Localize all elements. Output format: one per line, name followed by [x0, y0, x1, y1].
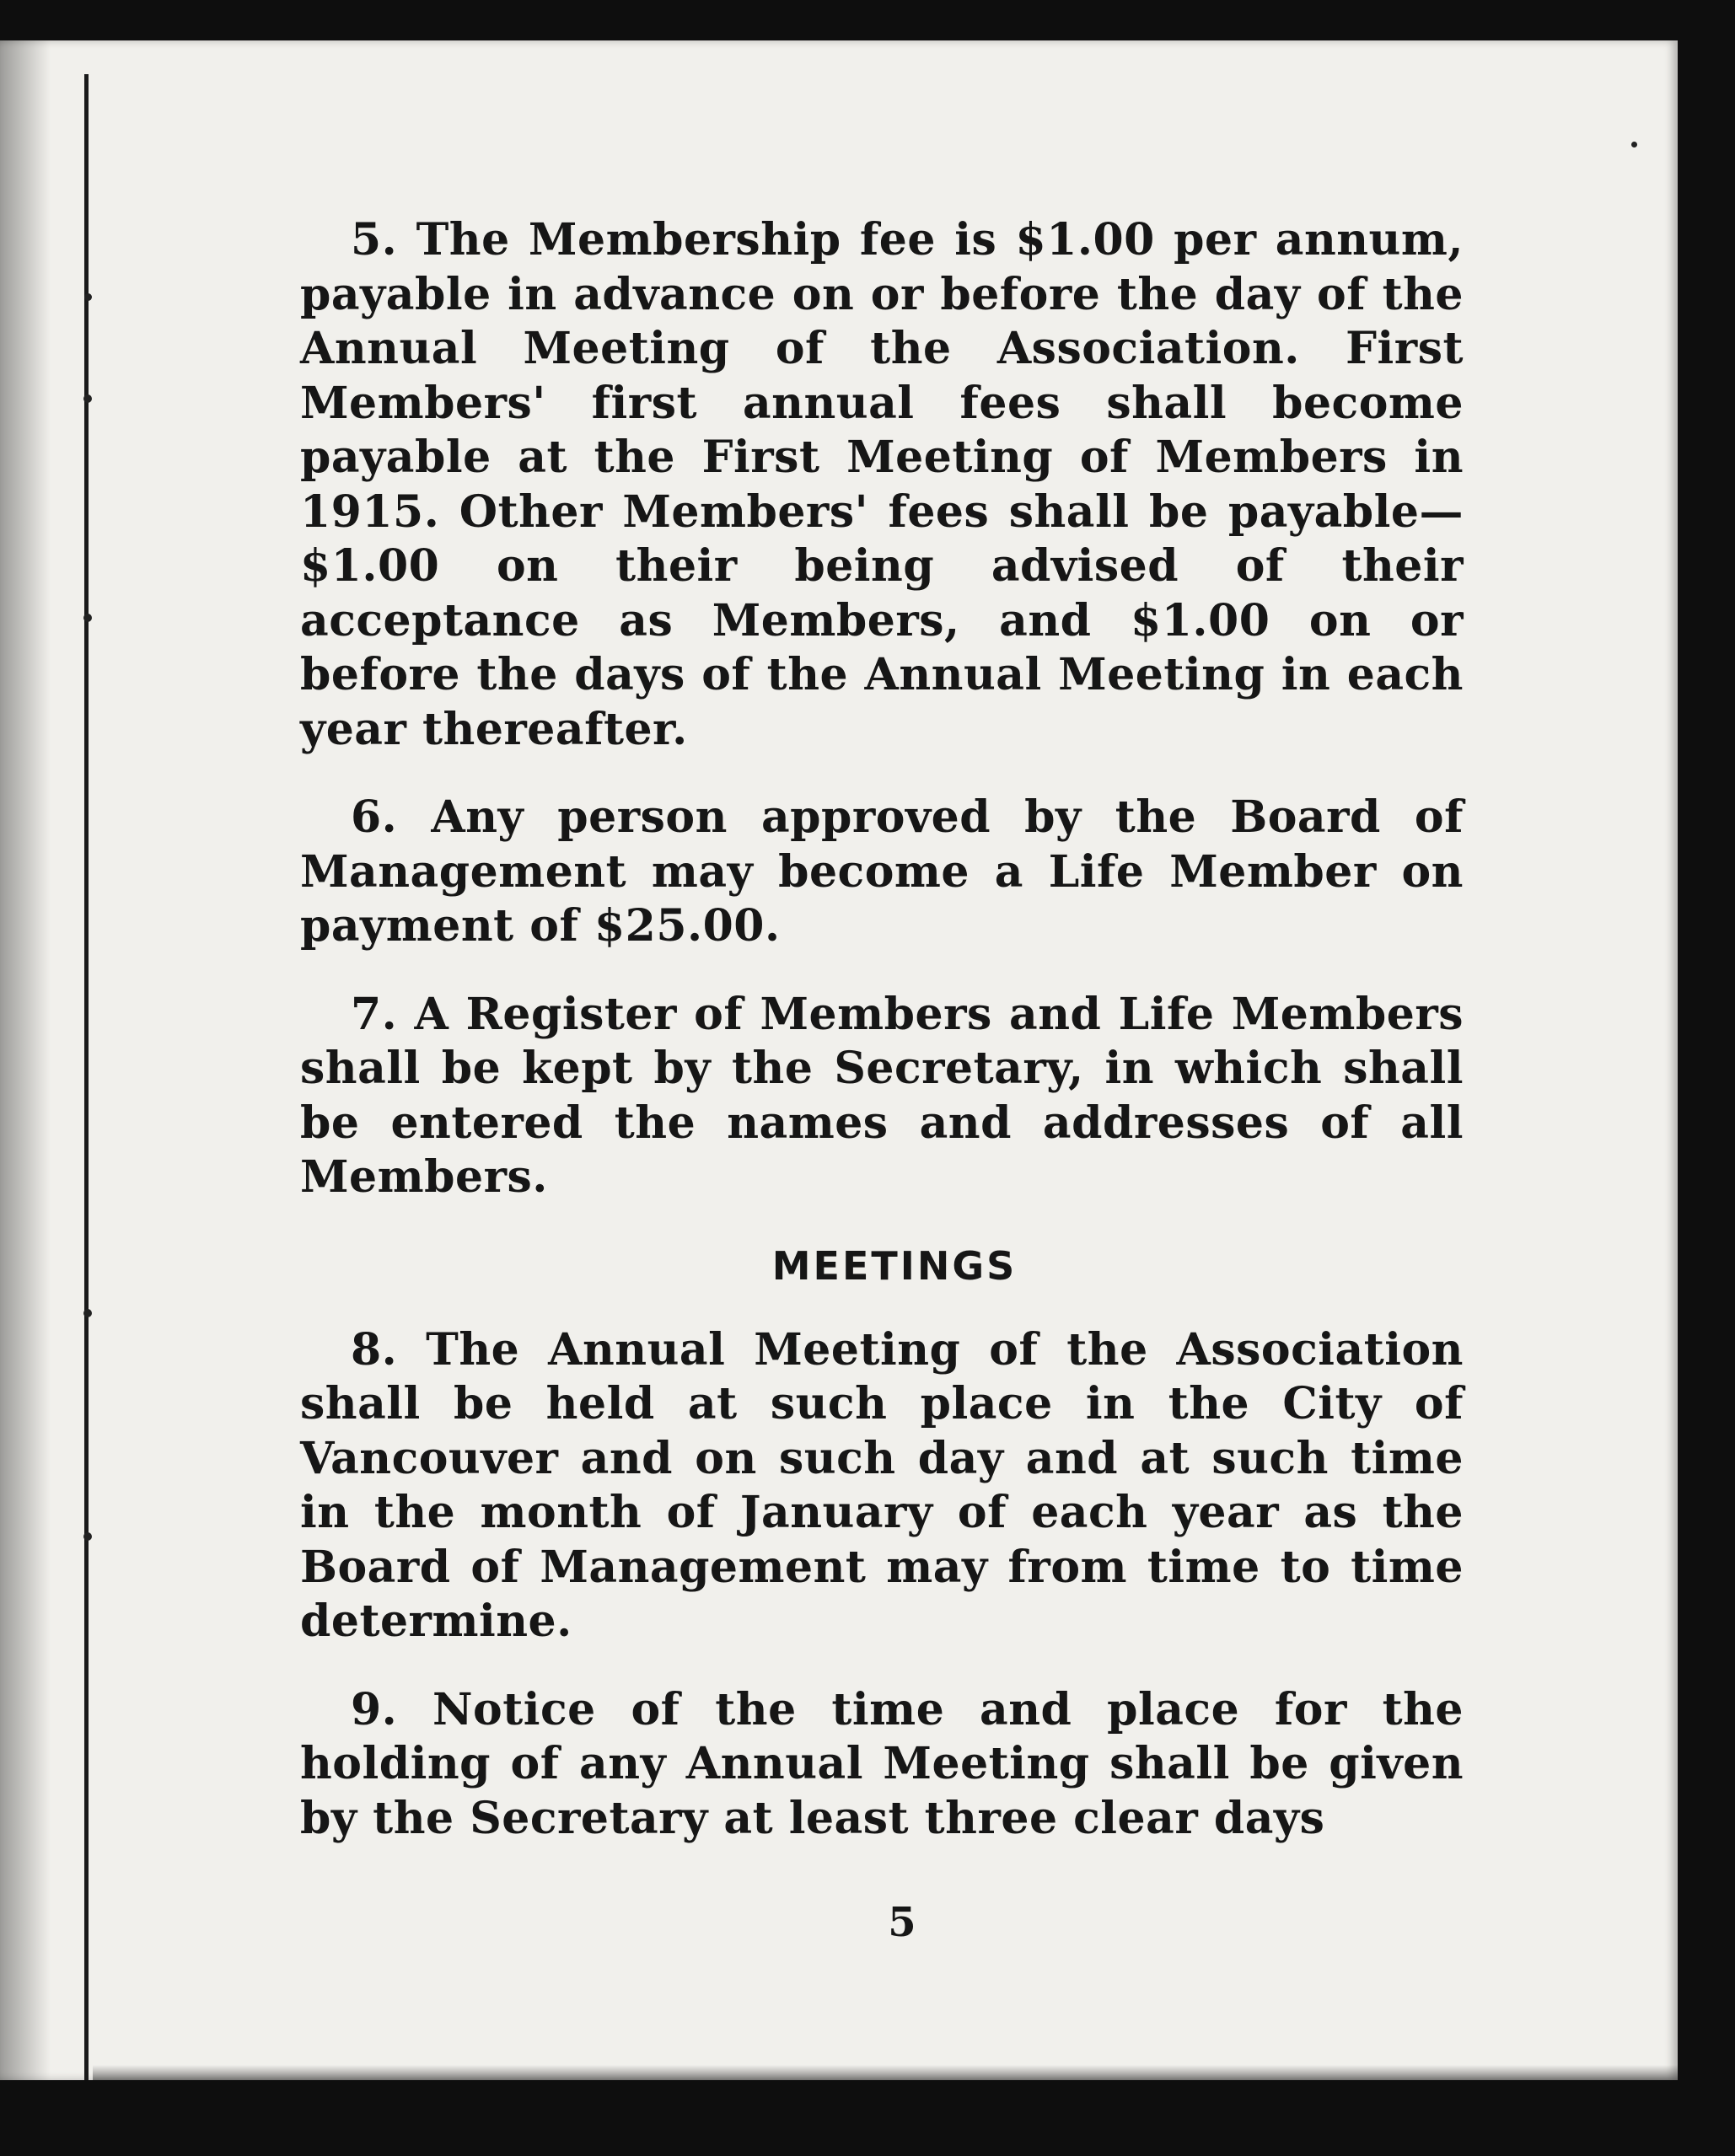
paragraph-9: 9. Notice of the time and place for the holding of any Annual Meeting shall be given by the Secretary at least three clear days	[300, 1683, 1464, 1844]
text-body	[300, 213, 1464, 1846]
speck	[83, 1309, 92, 1317]
spine-shadow	[0, 40, 51, 2080]
paragraph-6: 6. Any person approved by the Board of Management may become a Life Member on payment of $25.00.	[300, 791, 1464, 952]
speck	[1631, 142, 1637, 147]
book-page	[0, 40, 1678, 2080]
paragraph-7: 7. A Register of Members and Life Members shall be kept by the Secretary, in which shall be entered the names and addresses of all Members.	[300, 988, 1464, 1203]
speck	[83, 1532, 92, 1541]
speck	[83, 394, 92, 403]
paragraph-5: 5. The Membership fee is $1.00 per annum, payable in advance on or before the day of the Annual Meeting of the Association. First Members' first annual fees shall become payable at the First Meeting of Members in 1915. Other Members' fees shall be payable—$1.00 on their being advised of their acceptance as Members, and $1.00 on or before the days of the Annual Meeting in each year thereafter.	[300, 214, 1464, 755]
page-number: 5	[888, 1899, 916, 1946]
speck	[83, 614, 92, 622]
speck	[84, 293, 92, 301]
section-heading: MEETINGS	[771, 1242, 1018, 1289]
spine-line	[84, 74, 89, 2080]
page-bottom-edge	[93, 2065, 1678, 2080]
paragraph-8: 8. The Annual Meeting of the Association shall be held at such place in the City of Vancouver and on such day and at such time in the month of January of each year as the Board of Management may from time to time determine.	[300, 1323, 1464, 1647]
